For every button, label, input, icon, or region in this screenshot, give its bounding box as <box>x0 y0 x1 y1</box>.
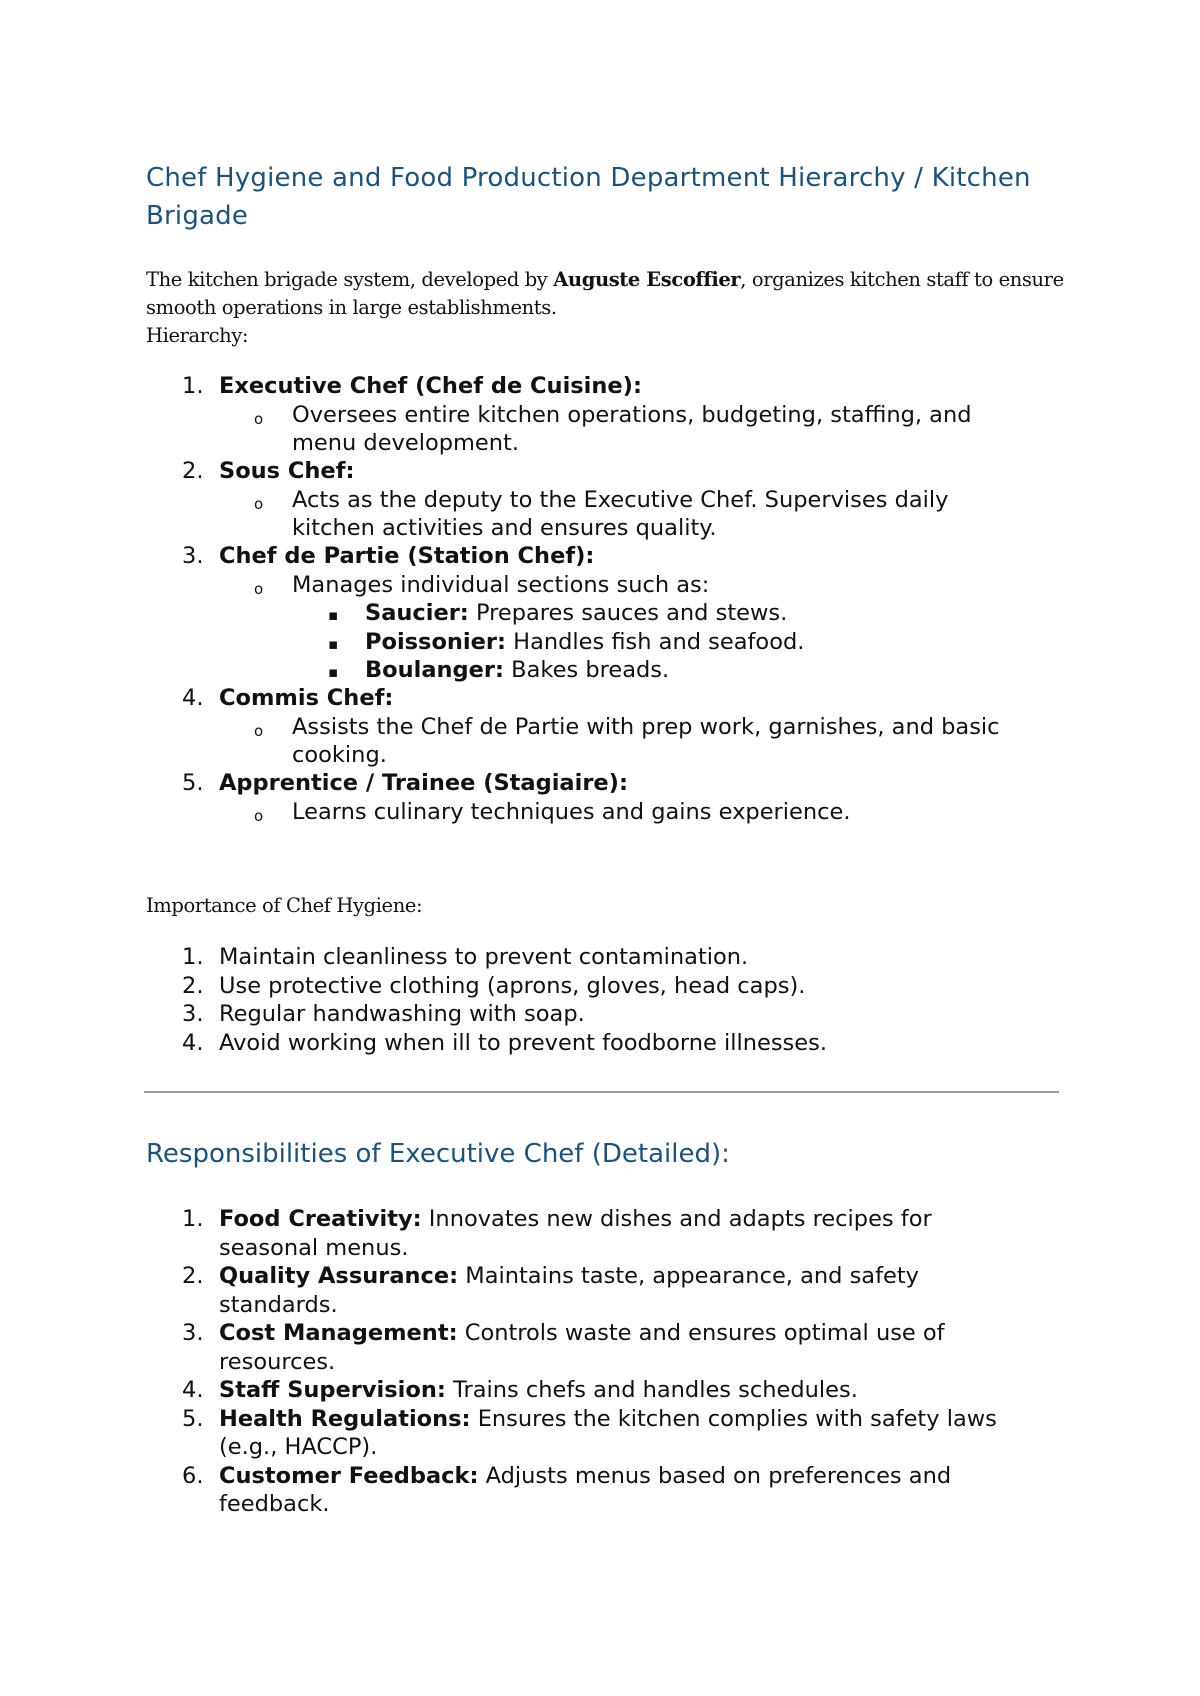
hierarchy-label: Hierarchy: <box>146 324 249 347</box>
item-number: 4. <box>182 685 204 711</box>
sub-item-text: Assists the Chef de Partie with prep work, garnishes, and basic <box>292 714 1000 740</box>
item-term: Customer Feedback: <box>219 1463 479 1489</box>
station-desc: Prepares sauces and stews. <box>468 600 788 626</box>
station-desc: Bakes breads. <box>504 657 670 683</box>
item-desc: Innovates new dishes and adapts recipes for <box>421 1206 932 1232</box>
item-term: Cost Management: <box>219 1320 458 1346</box>
item-desc: resources. <box>219 1349 336 1375</box>
station-name: Saucier: <box>365 600 469 626</box>
item-desc: (e.g., HACCP). <box>219 1434 378 1460</box>
item-title: Chef de Partie (Station Chef): <box>219 543 595 569</box>
item-term: Quality Assurance: <box>219 1263 459 1289</box>
item-number: 6. <box>182 1463 204 1489</box>
sub-item-text: Oversees entire kitchen operations, budgeting, staffing, and <box>292 402 972 428</box>
item-text: Regular handwashing with soap. <box>219 1001 585 1027</box>
sub-item-text: cooking. <box>292 742 387 768</box>
item-term: Staff Supervision: <box>219 1377 446 1403</box>
item-number: 4. <box>182 1377 204 1403</box>
square-bullet-icon: ▪ <box>328 663 339 681</box>
intro-author-name: Auguste Escoffier <box>553 268 741 291</box>
item-desc: Controls waste and ensures optimal use of <box>457 1320 945 1346</box>
item-desc: Maintains taste, appearance, and safety <box>458 1263 919 1289</box>
station-name: Boulanger: <box>365 657 504 683</box>
item-number: 1. <box>182 373 204 399</box>
item-number: 3. <box>182 543 204 569</box>
item-desc: Trains chefs and handles schedules. <box>445 1377 858 1403</box>
page-title: Chef Hygiene and Food Production Department Hierarchy / Kitchen Brigade <box>146 163 1031 231</box>
station-desc: Handles fish and seafood. <box>506 629 805 655</box>
item-text <box>219 1205 932 1234</box>
item-text <box>219 1462 951 1491</box>
item-term: Food Creativity: <box>219 1206 422 1232</box>
item-number: 4. <box>182 1030 204 1056</box>
item-text: Avoid working when ill to prevent foodborne illnesses. <box>219 1030 827 1056</box>
item-text: Maintain cleanliness to prevent contamination. <box>219 944 749 970</box>
item-number: 2. <box>182 973 204 999</box>
item-number: 3. <box>182 1320 204 1346</box>
item-desc: Ensures the kitchen complies with safety laws <box>470 1406 997 1432</box>
sub-bullet-icon: o <box>254 580 264 598</box>
station-name: Poissonier: <box>365 629 506 655</box>
item-number: 2. <box>182 458 204 484</box>
sub-item-text: kitchen activities and ensures quality. <box>292 515 717 541</box>
item-number: 5. <box>182 770 204 796</box>
item-title: Sous Chef: <box>219 458 355 484</box>
item-title: Commis Chef: <box>219 685 394 711</box>
sub-bullet-icon: o <box>254 495 264 513</box>
item-number: 5. <box>182 1406 204 1432</box>
item-text <box>219 1405 997 1434</box>
sub-bullet-icon: o <box>254 410 264 428</box>
item-text <box>219 1262 919 1291</box>
sub-item-text: Learns culinary techniques and gains experience. <box>292 799 851 825</box>
intro-text-before: The kitchen brigade system, developed by <box>146 268 554 291</box>
item-number: 3. <box>182 1001 204 1027</box>
hygiene-label: Importance of Chef Hygiene: <box>146 894 423 917</box>
square-bullet-icon: ▪ <box>328 635 339 653</box>
item-title: Apprentice / Trainee (Stagiaire): <box>219 770 628 796</box>
item-desc: seasonal menus. <box>219 1235 409 1261</box>
sub-item-text: Acts as the deputy to the Executive Chef. Supervises daily <box>292 487 949 513</box>
station-text <box>365 656 669 685</box>
item-number: 1. <box>182 1206 204 1232</box>
horizontal-rule <box>144 1091 1059 1093</box>
intro-paragraph <box>146 266 1066 322</box>
item-number: 1. <box>182 944 204 970</box>
square-bullet-icon: ▪ <box>328 606 339 624</box>
sub-item-text: menu development. <box>292 430 520 456</box>
item-text <box>219 1376 858 1405</box>
sub-item-text: Manages individual sections such as: <box>292 572 710 598</box>
item-desc: feedback. <box>219 1491 330 1517</box>
item-number: 2. <box>182 1263 204 1289</box>
item-desc: Adjusts menus based on preferences and <box>478 1463 952 1489</box>
station-text <box>365 628 804 657</box>
item-text: Use protective clothing (aprons, gloves, head caps). <box>219 973 806 999</box>
item-term: Health Regulations: <box>219 1406 471 1432</box>
section-heading: Responsibilities of Executive Chef (Detailed): <box>146 1139 730 1169</box>
item-title: Executive Chef (Chef de Cuisine): <box>219 373 642 399</box>
sub-bullet-icon: o <box>254 807 264 825</box>
station-text <box>365 599 787 628</box>
sub-bullet-icon: o <box>254 722 264 740</box>
intro-text-after: , organizes kitchen staff to ensure smooth operations in large establishments. <box>146 268 1064 319</box>
item-desc: standards. <box>219 1292 338 1318</box>
item-text <box>219 1319 945 1348</box>
